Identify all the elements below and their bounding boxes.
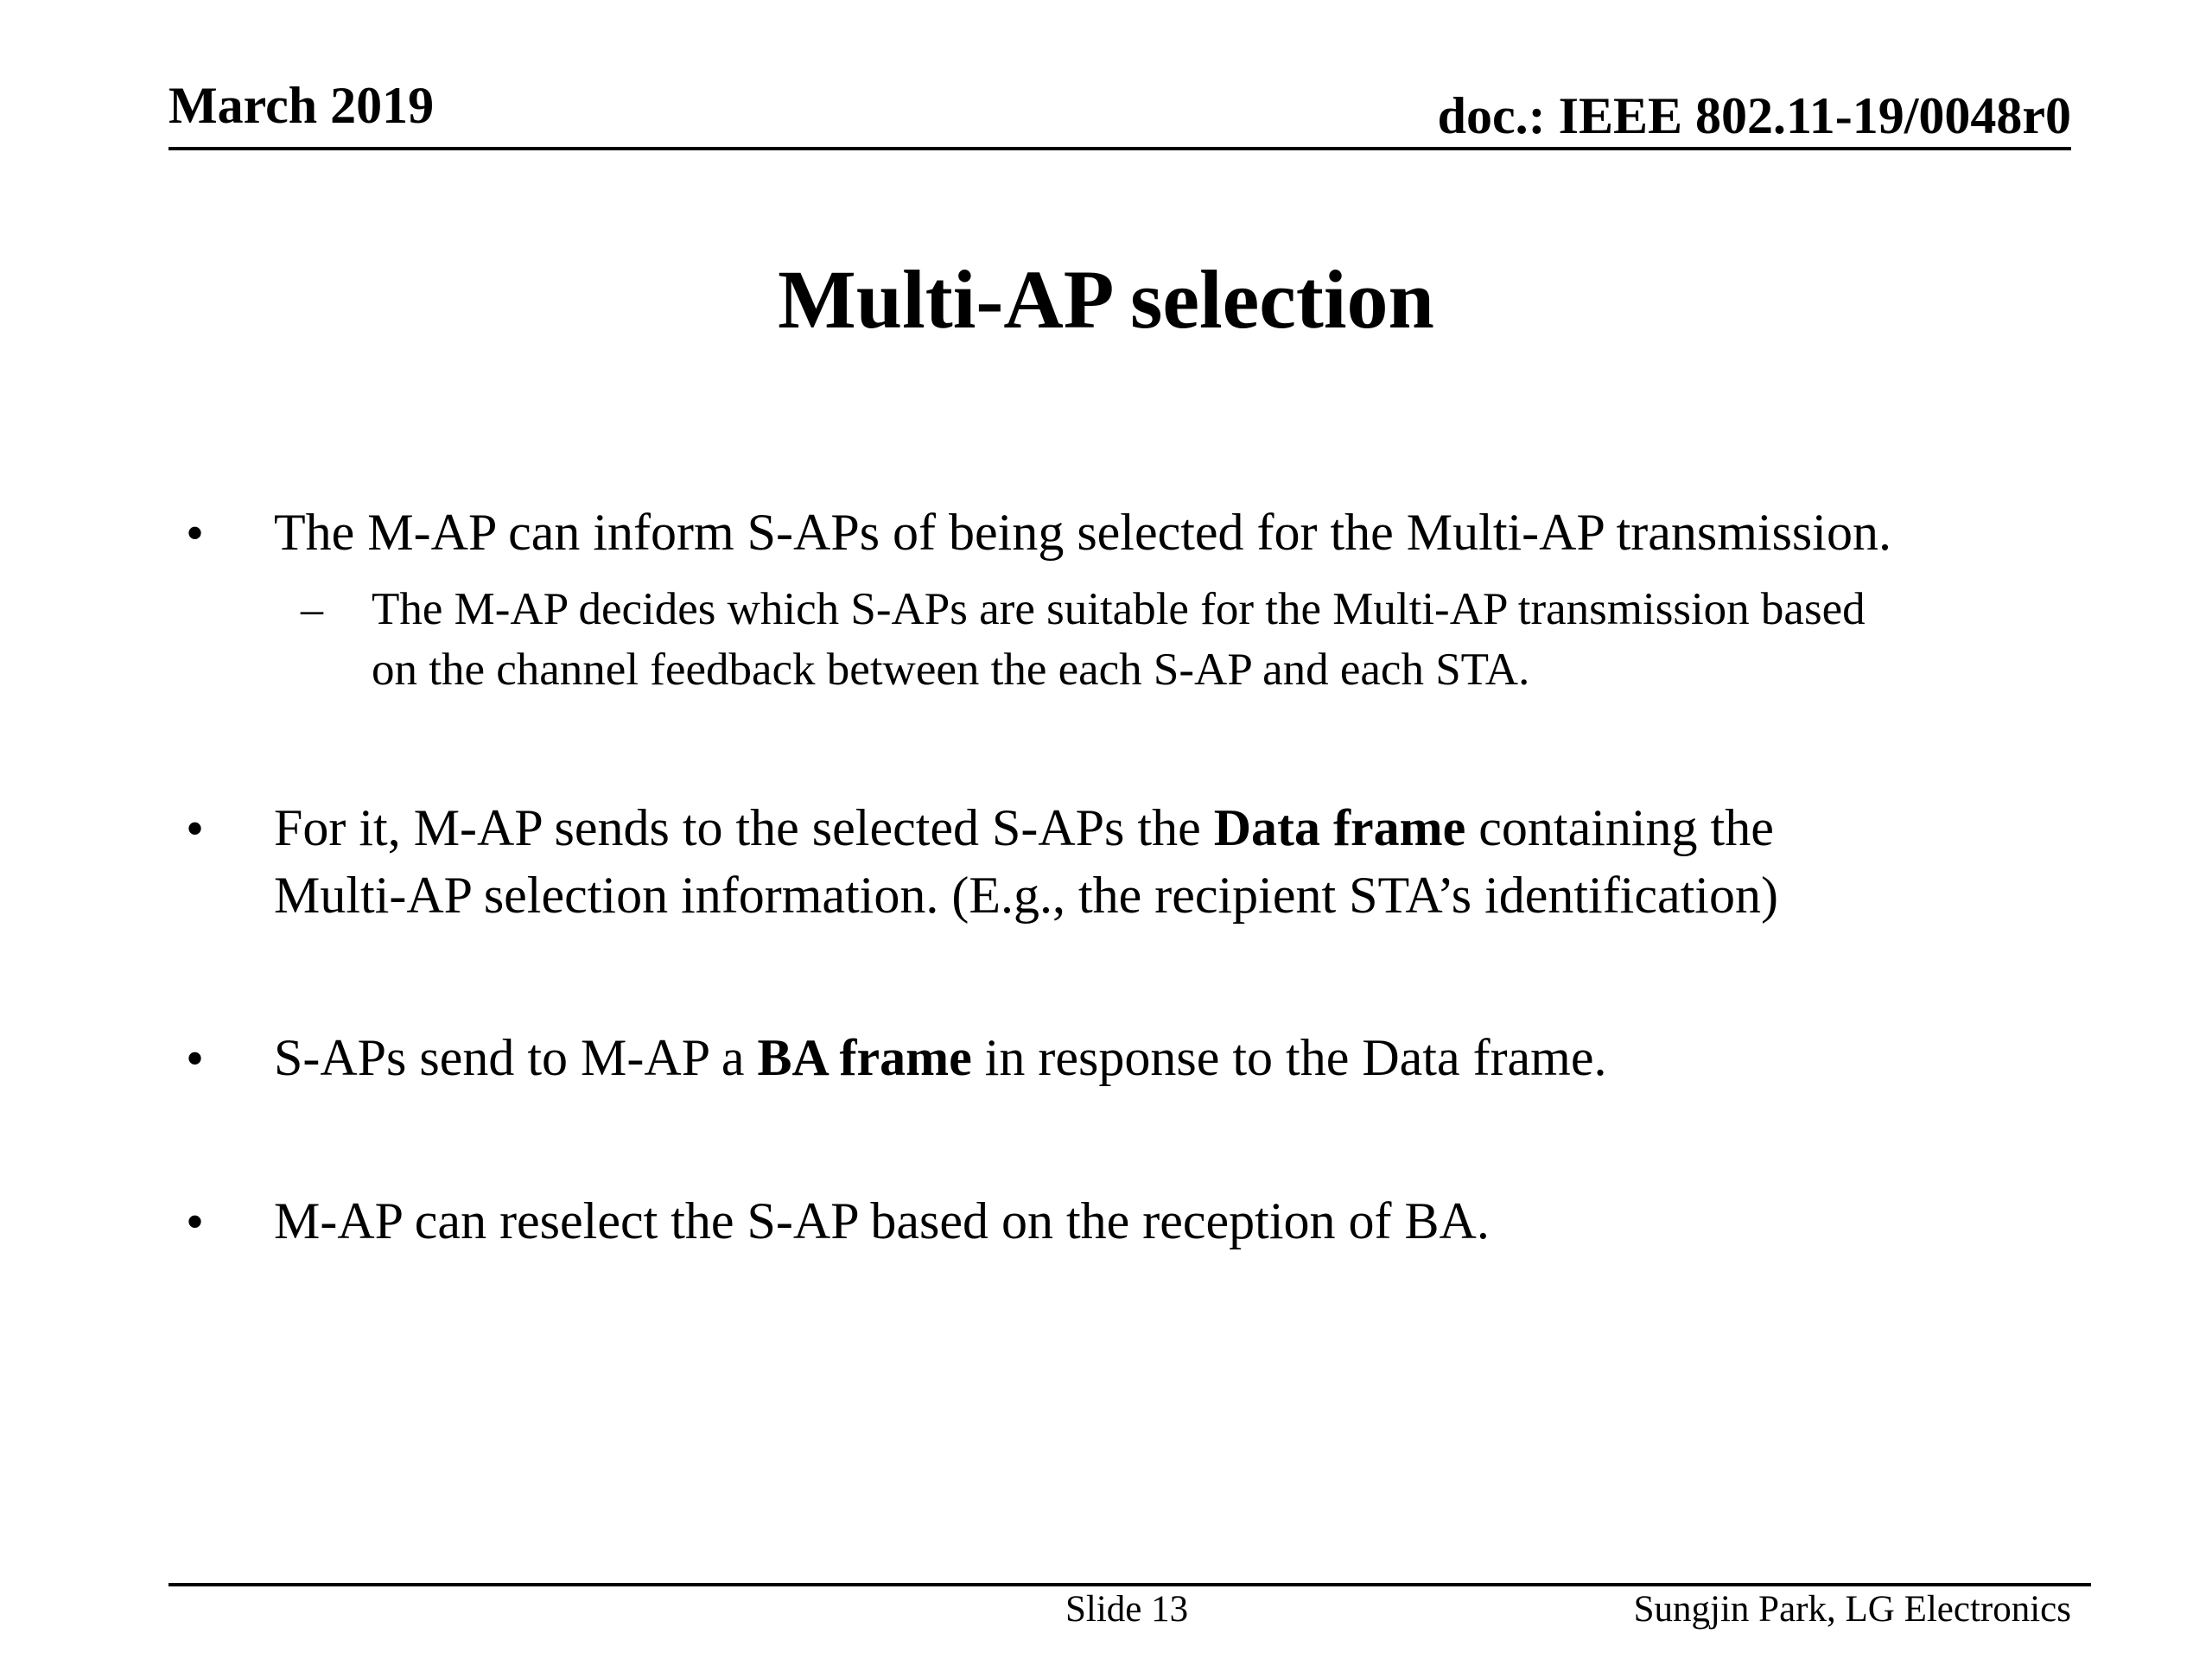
sub-bullet-marker: – xyxy=(301,585,323,634)
header-rule xyxy=(168,147,2071,150)
bullet-text-bold: BA frame xyxy=(757,1029,972,1086)
bullet-marker: • xyxy=(186,1193,205,1250)
footer-slide-number: Slide 13 xyxy=(1065,1589,1189,1630)
bullet-marker: • xyxy=(186,800,205,857)
bullet-text-line2: Multi-AP selection information. (E.g., the recipient STA’s identification) xyxy=(274,867,1778,924)
bullet-text-bold: Data frame xyxy=(1213,799,1466,856)
footer-author: Sungjin Park, LG Electronics xyxy=(1633,1589,2071,1630)
bullet-text: The M-AP can inform S-APs of being selected for the Multi-AP transmission. xyxy=(274,504,1891,561)
slide-title: Multi-AP selection xyxy=(778,253,1434,346)
bullet-text xyxy=(274,1024,1607,1091)
bullet-marker: • xyxy=(186,1030,205,1087)
bullet-text-post: in response to the Data frame. xyxy=(971,1029,1607,1086)
bullet-text-line1 xyxy=(274,794,1774,861)
sub-bullet-text-line2: on the channel feedback between the each S-AP and each STA. xyxy=(372,645,1530,695)
bullet-marker: • xyxy=(186,505,205,562)
bullet-text-post: containing the xyxy=(1465,799,1774,856)
bullet-text-pre: S-APs send to M-AP a xyxy=(274,1029,758,1086)
bullet-text: M-AP can reselect the S-AP based on the reception of BA. xyxy=(274,1192,1490,1249)
header-date: March 2019 xyxy=(168,77,435,134)
header-doc-id: doc.: IEEE 802.11-19/0048r0 xyxy=(1437,87,2071,144)
bullet-text-pre: For it, M-AP sends to the selected S-APs the xyxy=(274,799,1214,856)
sub-bullet-text-line1: The M-AP decides which S-APs are suitable for the Multi-AP transmission based xyxy=(372,584,1866,634)
